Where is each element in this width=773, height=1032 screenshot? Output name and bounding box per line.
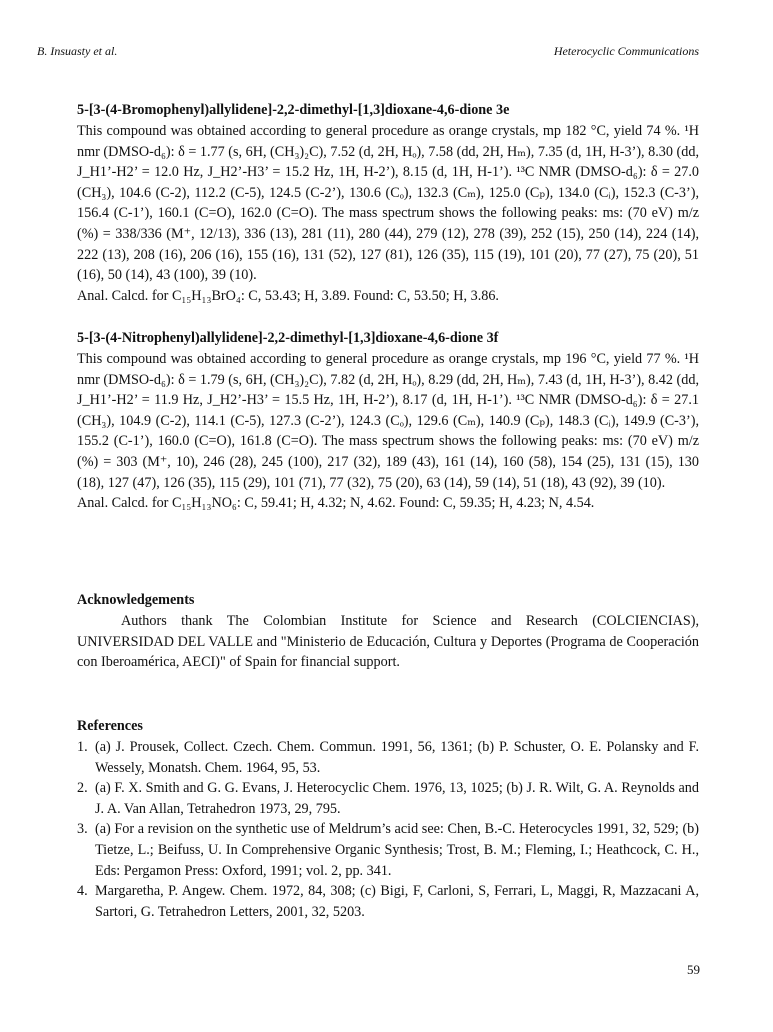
reference-number: 1. [77, 739, 88, 755]
header-authors: B. Insuasty et al. [37, 44, 118, 58]
reference-text: Margaretha, P. Angew. Chem. 1972, 84, 308; (c) Bigi, F, Carloni, S, Ferrari, L, Maggi, R, Mazzacani A, Sartori, G. Tetrahedron Letters, 2001, 32, 5203. [95, 883, 699, 920]
reference-number: 3. [77, 821, 88, 838]
reference-item [77, 737, 699, 778]
compound-3e-section [77, 100, 699, 306]
references-section [77, 716, 699, 922]
reference-item [77, 778, 699, 819]
acknowledgements-text: Authors thank The Colombian Institute for Science and Research (COLCIENCIAS), UNIVERSIDAD DEL VALLE and "Ministerio de Educación, Cultura y Deportes (Programa de Cooperación con Iberoamérica, AECI)" of Spain for financial support. [77, 613, 699, 671]
reference-list [77, 737, 699, 922]
reference-item [77, 819, 699, 881]
compound-3e-text: This compound was obtained according to general procedure as orange crystals, mp 182 °C, yield 74 %. ¹H nmr (DMSO-d₆): δ = 1.77 (s, 6H, (CH₃)₂C), 7.52 (d, 2H, Hₒ), 7.58 (dd, 2H, Hₘ), 7.35 (d, 1H, H-3’), 8.30 (dd, J_H1’-H2’ = 12.0 Hz, J_H2’-H3’ = 15.2 Hz, 1H, H-2’), 8.15 (d, 1H, H-1’). ¹³C NMR (DMSO-d₆): δ = 27.0 (CH₃), 104.6 (C-2), 112.2 (C-5), 124.5 (C-2’), 130.6 (Cₒ), 132.3 (Cₘ), 125.0 (Cₚ), 134.0 (Cᵢ), 152.3 (C-3’), 156.4 (C-1’), 160.1 (C=O), 162.0 (C=O). The mass spectrum shows the following peaks: ms: (70 eV) m/z (%) = 338/336 (M⁺, 12/13), 336 (13), 281 (11), 280 (44), 279 (12), 278 (39), 252 (15), 250 (14), 224 (14), 222 (13), 208 (16), 206 (16), 155 (16), 131 (52), 127 (81), 126 (35), 115 (19), 101 (20), 77 (27), 75 (20), 51 (16), 50 (14), 43 (100), 39 (10). [77, 123, 699, 284]
compound-3f-analysis: Anal. Calcd. for C₁₅H₁₃NO₆: C, 59.41; H, 4.32; N, 4.62. Found: C, 59.35; H, 4.23; N, 4.54. [77, 495, 595, 512]
reference-text: (a) F. X. Smith and G. G. Evans, J. Heterocyclic Chem. 1976, 13, 1025; (b) J. R. Wilt, G. A. Reynolds and J. A. Van Allan, Tetrahedron 1973, 29, 795. [95, 780, 699, 817]
acknowledgements-section [77, 590, 699, 673]
compound-3e-title: 5-[3-(4-Bromophenyl)allylidene]-2,2-dimethyl-[1,3]dioxane-4,6-dione 3e [77, 102, 510, 118]
reference-text: (a) J. Prousek, Collect. Czech. Chem. Commun. 1991, 56, 1361; (b) P. Schuster, O. E. Polansky and F. Wessely, Monatsh. Chem. 1964, 95, 53. [95, 739, 699, 776]
references-heading: References [77, 718, 143, 734]
compound-3f-section [77, 328, 699, 514]
compound-3f-title: 5-[3-(4-Nitrophenyl)allylidene]-2,2-dimethyl-[1,3]dioxane-4,6-dione 3f [77, 330, 499, 346]
compound-3e-analysis: Anal. Calcd. for C₁₅H₁₃BrO₄: C, 53.43; H, 3.89. Found: C, 53.50; H, 3.86. [77, 287, 499, 304]
page-number: 59 [687, 962, 700, 977]
compound-3f-text: This compound was obtained according to general procedure as orange crystals, mp 196 °C, yield 77 %. ¹H nmr (DMSO-d₆): δ = 1.79 (s, 6H, (CH₃)₂C), 7.82 (d, 2H, Hₒ), 8.29 (dd, 2H, Hₘ), 7.43 (d, 1H, H-3’), 8.42 (dd, J_H1’-H2’ = 11.9 Hz, J_H2’-H3’ = 15.5 Hz, 1H, H-2’), 8.17 (d, 1H, H-1’). ¹³C NMR (DMSO-d₆): δ = 27.1 (CH₃), 104.9 (C-2), 114.1 (C-5), 127.3 (C-2’), 124.3 (Cₒ), 129.6 (Cₘ), 140.9 (Cₚ), 148.3 (Cᵢ), 149.9 (C-3’), 155.2 (C-1’), 160.0 (C=O), 161.8 (C=O). The mass spectrum shows the following peaks: ms: (70 eV) m/z (%) = 303 (M⁺, 10), 246 (28), 245 (100), 217 (32), 189 (43), 161 (14), 160 (58), 154 (25), 131 (15), 130 (18), 127 (47), 126 (35), 115 (29), 101 (71), 77 (32), 75 (20), 63 (14), 59 (14), 51 (18), 43 (92), 39 (10). [77, 351, 699, 491]
reference-number: 4. [77, 883, 88, 900]
reference-item [77, 881, 699, 922]
header-journal: Heterocyclic Communications [553, 44, 699, 58]
reference-text: (a) For a revision on the synthetic use of Meldrum’s acid see: Chen, B.-C. Heterocycles 1991, 32, 529; (b) Tietze, L.; Beifuss, U. In Comprehensive Organic Synthesis; Trost, B. M.; Fleming, I.; Heathcock, C. H., Eds: Pergamon Press: Oxford, 1991; vol. 2, pp. 341. [95, 821, 699, 879]
acknowledgements-heading: Acknowledgements [77, 592, 195, 608]
reference-number: 2. [77, 780, 88, 797]
